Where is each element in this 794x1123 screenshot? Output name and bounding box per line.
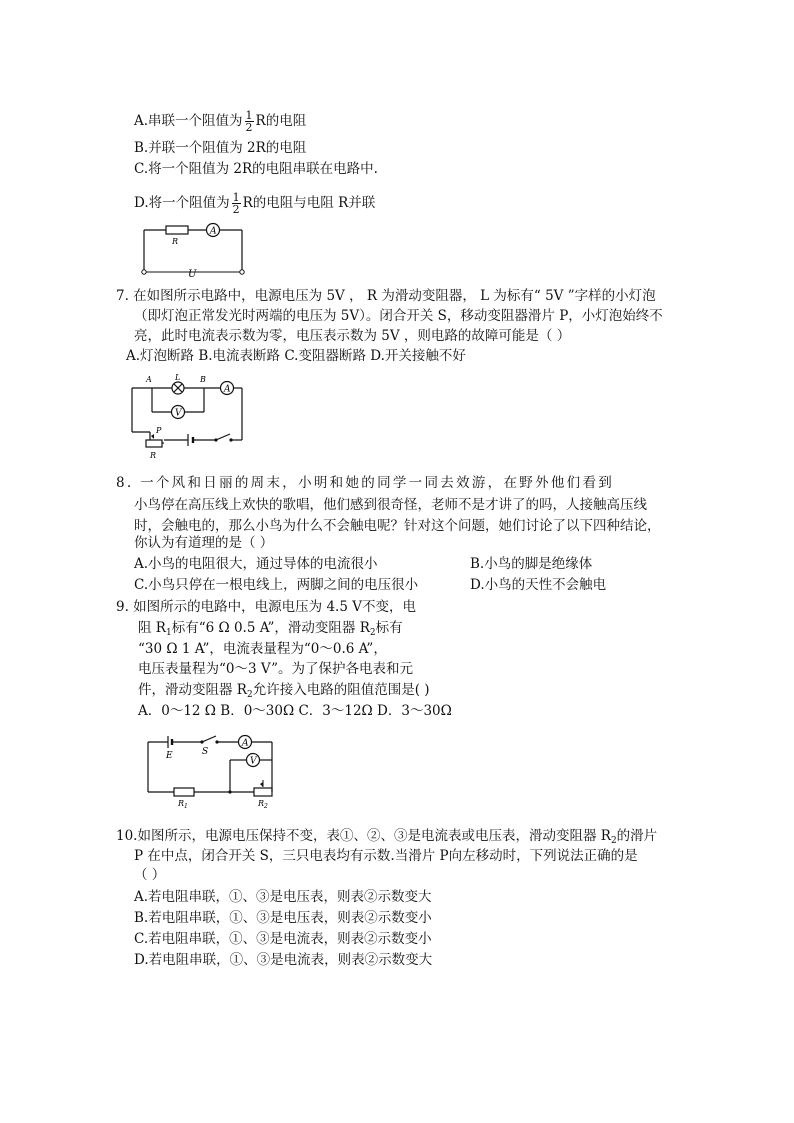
slider-p-label: P <box>156 426 162 435</box>
voltmeter-label: V <box>175 408 182 419</box>
q10-option-d: D.若电阻串联，①、③是电流表，则表②示数变大 <box>134 952 433 968</box>
q7-options: A.灯泡断路 B.电流表断路 C.变阻器断路 D.开关接触不好 <box>126 348 466 364</box>
q7-circuit-diagram <box>128 370 248 462</box>
q9-circuit-diagram <box>144 730 279 810</box>
q8-option-d: D.小鸟的天性不会触电 <box>470 577 607 593</box>
rheostat-label: R <box>150 451 157 460</box>
q10-text-line3: （ ） <box>134 867 166 883</box>
ammeter-label: A <box>210 226 217 237</box>
q8-text-line4: 你认为有道理的是（ ） <box>134 535 274 551</box>
q7-text-line3: 亮，此时电流表示数为零，电压表示数为 5V ，则电路的故障可能是（ ） <box>134 328 571 344</box>
q8-text-line2: 小鸟停在高压线上欢快的歌唱，他们感到很奇怪，老师不是才讲了的吗，人接触高压线 <box>134 497 647 513</box>
fraction: $\frac{1}{2}$ <box>232 191 240 216</box>
ammeter-label: A <box>224 384 231 395</box>
voltmeter-label: V <box>250 756 257 767</box>
fraction: $\frac{1}{2}$ <box>245 109 253 134</box>
q8-text-line3: 时，会触电的，那么小鸟为什么不会触电呢？针对这个问题，她们讨论了以下四种结论， <box>134 518 661 534</box>
r1-label: $R_1$ <box>178 799 188 810</box>
voltage-label: U <box>188 269 197 280</box>
node-b-label: B <box>200 375 206 384</box>
q9-text-line5: 件，滑动变阻器 $R_2$允许接入电路的阻值范围是( ) <box>138 682 430 700</box>
ammeter-label: A <box>242 738 249 749</box>
source-e-label: E <box>166 751 173 761</box>
q10-option-a: A.若电阻串联，①、③是电压表，则表②示数变大 <box>134 889 432 905</box>
q7-text-line2: （即灯泡正常发光时两端的电压为 5V）。闭合开关 S，移动变阻器滑片 P，小灯泡始终不 <box>134 308 663 324</box>
q6-option-b: B.并联一个阻值为 2R的电阻 <box>134 140 307 156</box>
q9-text-line2: 阻 $R_1$标有“6 Ω 0.5 A”，滑动变阻器 $R_2$标有 <box>138 620 403 638</box>
q7-text-line1: 7. 在如图所示电路中，电源电压为 5V ， R 为滑动变阻器， L 为标有“ 5V ”字样的小灯泡 <box>116 288 656 304</box>
q10-option-b: B.若电阻串联，①、③是电压表，则表②示数变小 <box>134 910 432 926</box>
q10-option-c: C.若电阻串联，①、③是电流表，则表②示数变小 <box>134 931 432 947</box>
switch-s-label: S <box>202 747 209 757</box>
q9-text-line4: 电压表量程为“0～3 V”。为了保护各电表和元 <box>138 661 414 677</box>
lamp-label: L <box>175 373 181 382</box>
q8-option-b: B.小鸟的脚是绝缘体 <box>470 556 593 572</box>
q9-text-line1: 9. 如图所示的电路中，电源电压为 4.5 V不变，电 <box>116 599 416 615</box>
q9-options: A．0～12 Ω B．0～30Ω C．3～12Ω D．3～30Ω <box>138 703 452 719</box>
q8-text-line1: 8. 一个风和日丽的周末，小明和她的同学一同去效游，在野外他们看到 <box>116 475 615 491</box>
q8-option-a: A.小鸟的电阻很大，通过导体的电流很小 <box>134 556 378 572</box>
r2-label: $R_2$ <box>258 799 268 810</box>
q6-option-c: C.将一个阻值为 2R的电阻串联在电路中. <box>134 161 378 177</box>
q9-text-line3: “30 Ω 1 A”，电流表量程为“0～0.6 A”， <box>138 641 387 657</box>
resistor-label: R <box>172 237 179 246</box>
q6-circuit-diagram <box>130 220 260 280</box>
q10-text-line2: P 在中点，闭合开关 S，三只电表均有示数.当滑片 P向左移动时，下列说法正确的是 <box>134 848 638 864</box>
q6-option-a: A.串联一个阻值为 $\frac{1}{2}$ R的电阻 <box>134 109 307 134</box>
q8-option-c: C.小鸟只停在一根电线上，两脚之间的电压很小 <box>134 577 419 593</box>
node-a-label: A <box>146 375 152 384</box>
q6-option-d: D.将一个阻值为 $\frac{1}{2}$ R的电阻与电阻 R并联 <box>134 191 376 216</box>
q10-text-line1: 10.如图所示，电源电压保持不变，表①、②、③是电流表或电压表，滑动变阻器 $R_2$的滑片 <box>116 828 658 846</box>
